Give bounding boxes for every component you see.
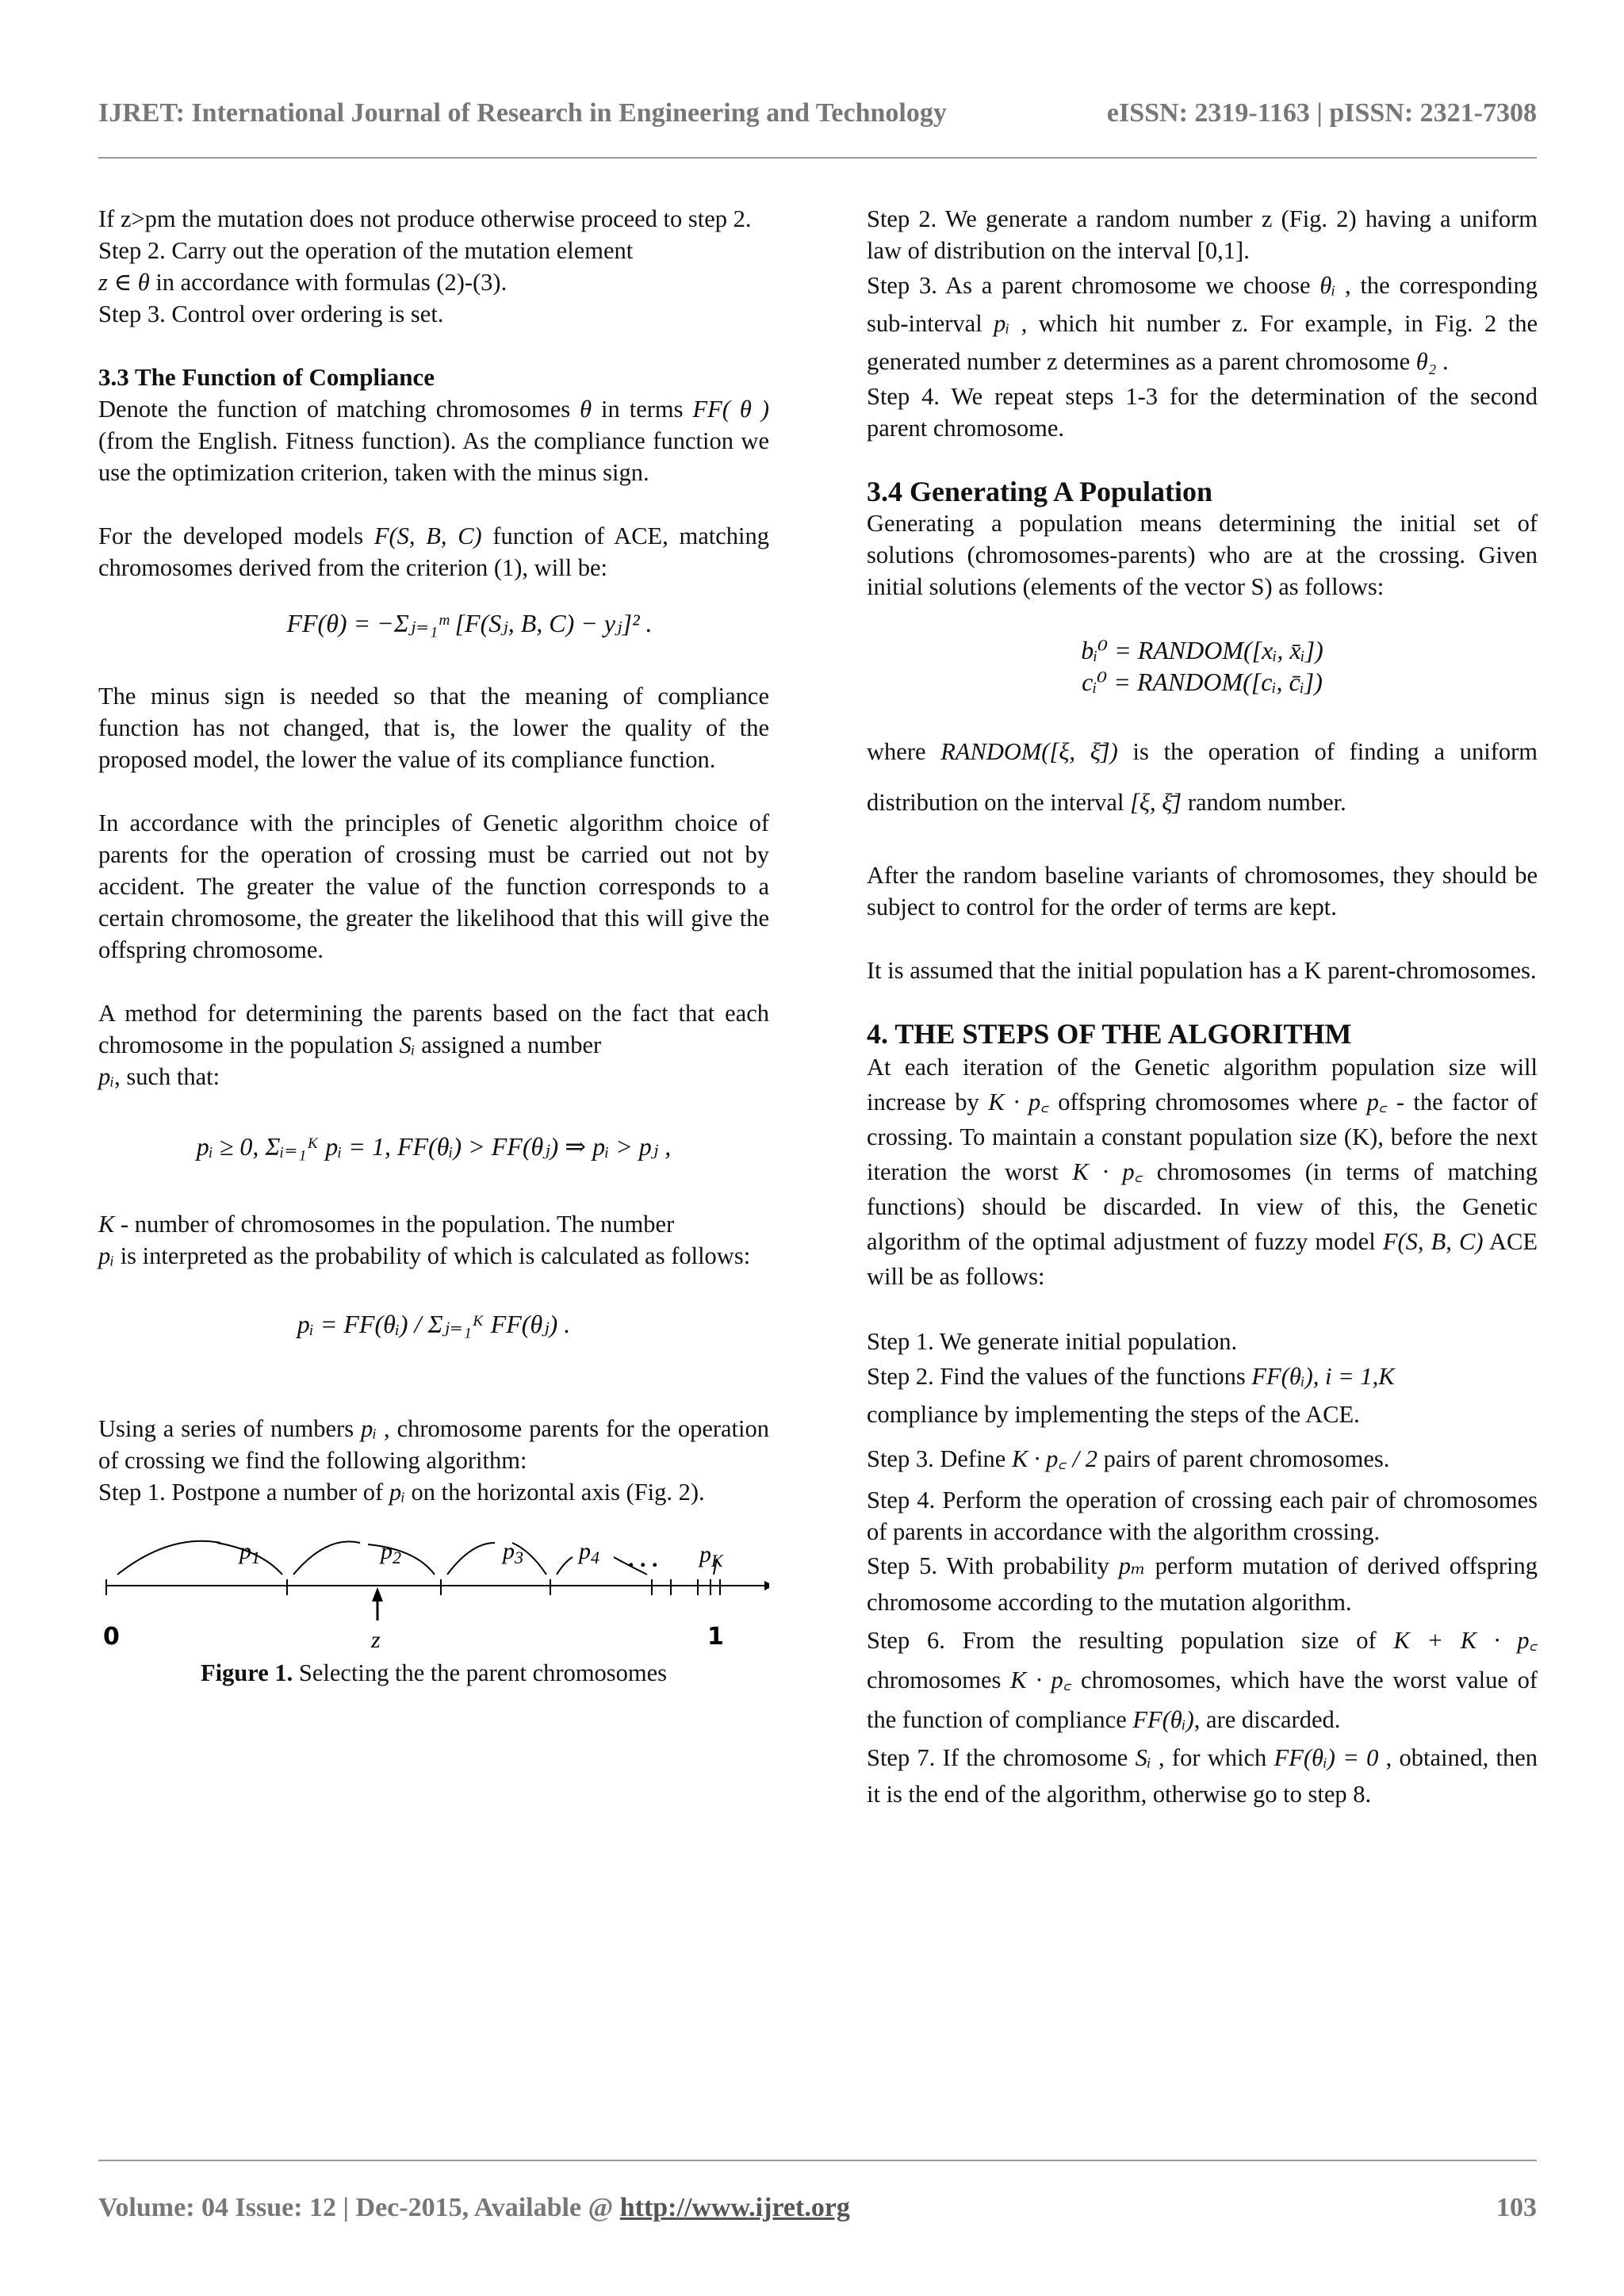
issn-text: eISSN: 2319-1163 | pISSN: 2321-7308 xyxy=(1106,98,1537,128)
section-heading-3-4: 3.4 Generating A Population xyxy=(867,476,1213,507)
paragraph: Step 1. Postpone a number of pᵢ on the horizontal axis (Fig. 2). xyxy=(98,1479,705,1506)
equation-probability-formula: pᵢ = FF(θᵢ) / Σⱼ₌₁ᴷ FF(θⱼ) . xyxy=(297,1310,571,1338)
label-zero: 0 xyxy=(103,1623,120,1651)
paragraph: Step 3. As a parent chromosome we choose θᵢ , the corresponding sub-interval pᵢ , which hit number z. For example, in Fig. 2 the generated number z determines as a parent chromosome θ₂ . xyxy=(867,272,1538,375)
label-z: z xyxy=(371,1627,381,1653)
label-pK: $p_K$ xyxy=(699,1541,723,1571)
paragraph: For the developed models F(S, B, C) function of ACE, matching chromosomes derived from the criterion (1), will be: xyxy=(98,522,769,581)
equation-probabilities: pᵢ ≥ 0, Σᵢ₌₁ᴷ pᵢ = 1, FF(θᵢ) > FF(θⱼ) ⇒ pᵢ > pⱼ , xyxy=(196,1132,672,1161)
page-footer xyxy=(98,2160,1537,2223)
equation-fitness: FF(θ) = −Σⱼ₌₁ᵐ [F(Sⱼ, B, C) − yⱼ]² . xyxy=(286,609,653,637)
label-p2: $p_2$ xyxy=(381,1538,401,1567)
journal-link[interactable]: http://www.ijret.org xyxy=(619,2193,850,2222)
paragraph: If z>pm the mutation does not produce otherwise proceed to step 2. xyxy=(98,205,752,232)
section-heading-4: 4. THE STEPS OF THE ALGORITHM xyxy=(867,1018,1352,1050)
label-p1: $p_1$ xyxy=(239,1538,260,1567)
paragraph: Step 2. Carry out the operation of the mutation element z ∈ θ in accordance with formulas (2)-(3). xyxy=(98,237,634,296)
algorithm-step-2: Step 2. Find the values of the functions FF(θᵢ), i = 1,K compliance by implementing the steps of the ACE. xyxy=(867,1363,1395,1428)
paragraph: K - number of chromosomes in the population. The number pᵢ is interpreted as the probability of which is calculated as follows: xyxy=(98,1211,751,1269)
label-one: 1 xyxy=(707,1623,724,1651)
paragraph: The minus sign is needed so that the meaning of compliance function has not changed, that is, the lower the quality of the proposed model, the lower the value of its compliance function. xyxy=(98,683,769,773)
paragraph: At each iteration of the Genetic algorithm population size will increase by K · p꜀ offspring chromosomes where p꜀ - the factor of crossing. To maintain a constant population size (K), before the next iteration the worst K · p꜀ chromosomes (in terms of matching functions) should be discarded. In view of this, the Genetic algorithm of the optimal adjustment of fuzzy model F(S, B, C) ACE will be as follows: xyxy=(867,1054,1538,1290)
paragraph: Step 4. We repeat steps 1-3 for the determination of the second parent chromosome. xyxy=(867,383,1538,442)
paragraph: Step 2. We generate a random number z (Fig. 2) having a uniform law of distribution on the interval [0,1]. xyxy=(867,205,1538,264)
axis-arrow-icon xyxy=(764,1581,769,1590)
section-heading-3-3: 3.3 The Function of Compliance xyxy=(98,363,435,391)
z-arrow-head-icon xyxy=(372,1587,383,1601)
left-column xyxy=(98,203,769,1689)
algorithm-step-5: Step 5. With probability pₘ perform mutation of derived offspring chromosome according to the mutation algorithm. xyxy=(867,1552,1538,1616)
paragraph: Generating a population means determining the initial set of solutions (chromosomes-parents) who are at the crossing. Given initial solutions (elements of the vector S) as follows: xyxy=(867,510,1538,600)
equation-c-init: cᵢ⁰ = RANDOM([cᵢ, c̄ᵢ]) xyxy=(1082,668,1323,696)
paragraph: In accordance with the principles of Genetic algorithm choice of parents for the operation of crossing must be carried out not by accident. The greater the value of the function corresponds to a certain chromosome, the greater the likelihood that this will give the offspring chromosome. xyxy=(98,809,769,963)
algorithm-step-4: Step 4. Perform the operation of crossing each pair of chromosomes of parents in accordance with the algorithm crossing. xyxy=(867,1487,1538,1545)
paragraph: Step 3. Control over ordering is set. xyxy=(98,300,444,327)
figure-1-diagram xyxy=(98,1535,769,1654)
interval-arcs xyxy=(117,1541,717,1575)
paragraph: A method for determining the parents based on the fact that each chromosome in the population Sᵢ assigned a number pᵢ, such that: xyxy=(98,1000,769,1090)
volume-info: Volume: 04 Issue: 12 | Dec-2015, Available @ http://www.ijret.org xyxy=(98,2193,850,2222)
paragraph: After the random baseline variants of chromosomes, they should be subject to control for the order of terms are kept. xyxy=(867,862,1538,920)
journal-title: IJRET: International Journal of Research in Engineering and Technology xyxy=(98,98,947,128)
algorithm-step-1: Step 1. We generate initial population. xyxy=(867,1328,1238,1355)
axis-ticks xyxy=(106,1579,720,1595)
page-header xyxy=(98,94,1537,159)
paragraph: Using a series of numbers pᵢ , chromosome parents for the operation of crossing we find the following algorithm: xyxy=(98,1415,769,1474)
figure-1-caption: Figure 1. Selecting the the parent chromosomes xyxy=(200,1659,668,1686)
equation-b-init: bᵢ⁰ = RANDOM([xᵢ, x̄ᵢ]) xyxy=(1081,636,1323,664)
paragraph: Denote the function of matching chromosomes θ in terms FF( θ ) (from the English. Fitness function). As the compliance function we use the optimization criterion, taken with the minus sign. xyxy=(98,396,769,486)
paragraph: It is assumed that the initial population has a K parent-chromosomes. xyxy=(867,957,1537,984)
algorithm-step-3: Step 3. Define K · p꜀ / 2 pairs of parent chromosomes. xyxy=(867,1445,1390,1472)
figure-1 xyxy=(98,1535,769,1689)
label-p4: $p_4$ xyxy=(579,1538,599,1567)
page-number: 103 xyxy=(1496,2193,1537,2222)
label-ellipsis: . . . xyxy=(628,1546,658,1572)
label-p3: $p_3$ xyxy=(503,1538,523,1567)
algorithm-step-6: Step 6. From the resulting population size of K + K · p꜀ chromosomes K · p꜀ chromosomes, which have the worst value of the function of compliance FF(θᵢ), are discarded. xyxy=(867,1627,1538,1733)
algorithm-step-7: Step 7. If the chromosome Sᵢ , for which FF(θᵢ) = 0 , obtained, then it is the end of the algorithm, otherwise go to step 8. xyxy=(867,1744,1538,1808)
right-column xyxy=(867,203,1538,1812)
paragraph: where RANDOM([ξ, ξ̄]) is the operation of finding a uniform distribution on the interval [ξ, ξ̄] random number. xyxy=(867,738,1538,816)
